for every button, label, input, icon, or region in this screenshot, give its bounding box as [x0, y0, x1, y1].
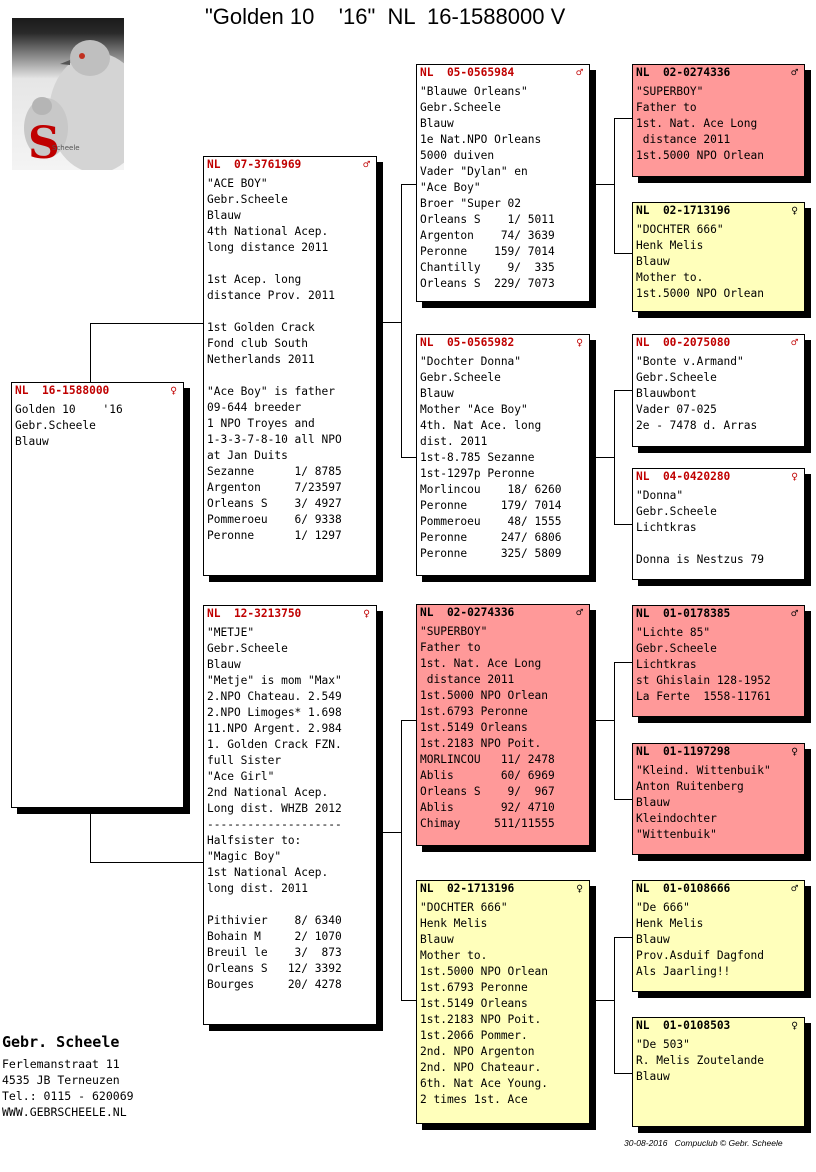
pedigree-line: 1st.6793 Peronne [420, 981, 528, 994]
ring-number: NL 05-0565982 [420, 336, 515, 349]
pedigree-line: 11.NPO Argent. 2.984 [207, 722, 342, 735]
pedigree-line: Gebr.Scheele [207, 193, 288, 206]
pedigree-line: 09-644 breeder [207, 401, 302, 414]
pedigree-line: Pommeroeu 48/ 1555 [420, 515, 562, 528]
pedigree-line: 1 NPO Troyes and [207, 417, 315, 430]
pedigree-line: 1st.5149 Orleans [420, 721, 528, 734]
pedigree-line: Anton Ruitenberg [636, 780, 744, 793]
pedigree-line: Orleans S 229/ 7073 [420, 277, 555, 290]
page-title: "Golden 10 '16" NL 16-1588000 V [205, 4, 566, 29]
svg-text:S: S [28, 118, 60, 169]
pedigree-line: Peronne 325/ 5809 [420, 547, 562, 560]
pedigree-line: Gebr.Scheele [207, 642, 288, 655]
breeder-name: Gebr. Scheele [2, 1033, 120, 1051]
card-sire-dam [416, 334, 590, 576]
pedigree-line: 1st.5149 Orleans [420, 997, 528, 1010]
female-icon: ♀ [791, 470, 798, 483]
pedigree-line: 2nd. NPO Argenton [420, 1045, 535, 1058]
pedigree-line: 2.NPO Limoges* 1.698 [207, 706, 342, 719]
ring-number: NL 16-1588000 [15, 384, 110, 397]
ring-number: NL 12-3213750 [207, 607, 302, 620]
pedigree-line: "Dochter Donna" [420, 355, 522, 368]
pedigree-line: "Ace Boy" [420, 181, 481, 194]
ring-number: NL 01-0178385 [636, 607, 731, 620]
male-icon: ♂ [791, 607, 798, 620]
female-icon: ♀ [576, 336, 583, 349]
pedigree-line: 1st.5000 NPO Orlean [636, 287, 764, 300]
pedigree-line: "ACE BOY" [207, 177, 268, 190]
card-dam-sire [416, 604, 590, 846]
pedigree-line: 2nd National Acep. [207, 786, 329, 799]
pedigree-line: 1st.2066 Pommer. [420, 1029, 528, 1042]
pedigree-line: Chimay 511/11555 [420, 817, 555, 830]
pedigree-line: Vader "Dylan" en [420, 165, 528, 178]
card-dam-dam [416, 880, 590, 1124]
pedigree-line: Argenton 7/23597 [207, 481, 342, 494]
pedigree-line: Als Jaarling!! [636, 965, 731, 978]
breeder-city: 4535 JB Terneuzen [2, 1073, 120, 1087]
pedigree-line: 2.NPO Chateau. 2.549 [207, 690, 342, 703]
pedigree-line: 1st-1297p Peronne [420, 467, 535, 480]
pedigree-line: 1. Golden Crack FZN. [207, 738, 342, 751]
connector-sire-parents [377, 322, 402, 323]
pedigree-line: Orleans S 12/ 3392 [207, 962, 342, 975]
pedigree-line: Gebr.Scheele [420, 101, 501, 114]
pedigree-line: Henk Melis [636, 239, 704, 252]
female-icon: ♀ [576, 882, 583, 895]
pigeon-logo-icon [12, 18, 124, 170]
pedigree-line: "Donna" [636, 489, 684, 502]
female-icon: ♀ [791, 745, 798, 758]
male-icon: ♂ [791, 66, 798, 79]
pedigree-line: Fond club South [207, 337, 309, 350]
male-icon: ♂ [791, 336, 798, 349]
pedigree-line: "SUPERBOY" [420, 625, 488, 638]
ring-number: NL 02-0274336 [420, 606, 515, 619]
pedigree-line: distance 2011 [636, 133, 731, 146]
breeder-address [2, 1034, 134, 1120]
card-sss [632, 64, 805, 177]
pedigree-line: Orleans S 9/ 967 [420, 785, 555, 798]
pedigree-line: "De 503" [636, 1038, 690, 1051]
pedigree-line: Peronne 247/ 6806 [420, 531, 562, 544]
pedigree-line: Henk Melis [420, 917, 488, 930]
connector-subject-dam [90, 808, 91, 863]
connector-dam-parents [377, 832, 402, 833]
pedigree-line [636, 536, 801, 552]
pedigree-line: Gebr.Scheele [636, 371, 717, 384]
pedigree-line: "Lichte 85" [636, 626, 711, 639]
ring-number: NL 07-3761969 [207, 158, 302, 171]
male-icon: ♂ [791, 882, 798, 895]
pedigree-line: Blauw [420, 387, 454, 400]
pedigree-line: Morlincou 18/ 6260 [420, 483, 562, 496]
pedigree-line: Blauwbont [636, 387, 697, 400]
pedigree-line: Gebr.Scheele [636, 642, 717, 655]
pedigree-line: "Ace Boy" is father [207, 385, 335, 398]
pedigree-line: R. Melis Zoutelande [636, 1054, 764, 1067]
pedigree-line: "Kleind. Wittenbuik" [636, 764, 771, 777]
pedigree-line: Father to [636, 101, 697, 114]
breeder-website[interactable]: WWW.GEBRSCHEELE.NL [2, 1105, 127, 1119]
pedigree-line: 1st National Acep. [207, 866, 329, 879]
ring-number: NL 00-2075080 [636, 336, 731, 349]
pedigree-line: Chantilly 9/ 335 [420, 261, 555, 274]
pedigree-line: Prov.Asduif Dagfond [636, 949, 764, 962]
pedigree-line: Pithivier 8/ 6340 [207, 914, 342, 927]
pedigree-line: at Jan Duits [207, 449, 288, 462]
pedigree-line: "Bonte v.Armand" [636, 355, 744, 368]
pedigree-line: Gebr.Scheele [15, 419, 96, 432]
card-sdd [632, 468, 805, 580]
card-ssd [632, 202, 805, 312]
ring-number: NL 05-0565984 [420, 66, 515, 79]
pedigree-line: Lichtkras [636, 658, 697, 671]
pedigree-line: dist. 2011 [420, 435, 488, 448]
card-dam [203, 605, 377, 1025]
pedigree-line: MORLINCOU 11/ 2478 [420, 753, 555, 766]
pedigree-line: Mother to. [636, 271, 704, 284]
pedigree-line: distance Prov. 2011 [207, 289, 335, 302]
pedigree-line: Bourges 20/ 4278 [207, 978, 342, 991]
pedigree-line: 1st.2183 NPO Poit. [420, 737, 542, 750]
pedigree-line: 5000 duiven [420, 149, 495, 162]
pedigree-line: distance 2011 [420, 673, 515, 686]
pedigree-line: 4th. Nat Ace. long [420, 419, 542, 432]
pedigree-line: "Metje" is mom "Max" [207, 674, 342, 687]
pedigree-line: Blauw [636, 796, 670, 809]
pedigree-line: Gebr.Scheele [420, 371, 501, 384]
pedigree-line: 1st. Nat. Ace Long [420, 657, 542, 670]
pedigree-line: Pommeroeu 6/ 9338 [207, 513, 342, 526]
ring-number: NL 02-1713196 [636, 204, 731, 217]
pedigree-line: Blauw [636, 933, 670, 946]
pedigree-line: Vader 07-025 [636, 403, 717, 416]
card-subject [11, 382, 184, 808]
pedigree-line: "SUPERBOY" [636, 85, 704, 98]
pedigree-line: Mother to. [420, 949, 488, 962]
pedigree-line: long dist. 2011 [207, 882, 309, 895]
pedigree-line: -------------------- [207, 818, 342, 831]
ring-number: NL 04-0420280 [636, 470, 731, 483]
male-icon: ♂ [576, 66, 583, 79]
female-icon: ♀ [363, 607, 370, 620]
card-ddd [632, 1017, 805, 1127]
pedigree-line: full Sister [207, 754, 282, 767]
male-icon: ♂ [363, 158, 370, 171]
pedigree-line [207, 897, 373, 913]
pedigree-line: Long dist. WHZB 2012 [207, 802, 342, 815]
pedigree-line: Halfsister to: [207, 834, 302, 847]
pedigree-line: long distance 2011 [207, 241, 329, 254]
pedigree-line: Blauw [420, 933, 454, 946]
pedigree-line: 1st.2183 NPO Poit. [420, 1013, 542, 1026]
pedigree-line: Golden 10 '16 [15, 403, 123, 416]
pedigree-line: "DOCHTER 666" [636, 223, 724, 236]
ring-number: NL 01-0108503 [636, 1019, 731, 1032]
pedigree-line: "Ace Girl" [207, 770, 275, 783]
ring-number: NL 01-0108666 [636, 882, 731, 895]
pedigree-line: Orleans S 3/ 4927 [207, 497, 342, 510]
card-dds [632, 880, 805, 992]
pedigree-line: 1-3-3-7-8-10 all NPO [207, 433, 342, 446]
pedigree-line [207, 368, 373, 384]
pedigree-line: Blauw [636, 1070, 670, 1083]
connector-subject-sire [90, 323, 91, 383]
female-icon: ♀ [791, 1019, 798, 1032]
pedigree-line: Gebr.Scheele [636, 505, 717, 518]
pedigree-line: Sezanne 1/ 8785 [207, 465, 342, 478]
card-sire [203, 156, 377, 576]
pedigree-line: Argenton 74/ 3639 [420, 229, 555, 242]
pedigree-line: "DOCHTER 666" [420, 901, 508, 914]
pedigree-line: Breuil le 3/ 873 [207, 946, 342, 959]
pedigree-line: Peronne 179/ 7014 [420, 499, 562, 512]
female-icon: ♀ [791, 204, 798, 217]
pedigree-line: 4th National Acep. [207, 225, 329, 238]
pedigree-line: "METJE" [207, 626, 255, 639]
pedigree-line: Ablis 60/ 6969 [420, 769, 555, 782]
pedigree-line: 1st.5000 NPO Orlean [420, 689, 548, 702]
pedigree-line: Peronne 1/ 1297 [207, 529, 342, 542]
svg-text:Scheele: Scheele [52, 144, 80, 152]
pedigree-line: 1st Acep. long [207, 273, 302, 286]
pedigree-line: Blauw [636, 255, 670, 268]
pedigree-line: "Wittenbuik" [636, 828, 717, 841]
pedigree-line: "Blauwe Orleans" [420, 85, 528, 98]
pedigree-line: Mother "Ace Boy" [420, 403, 528, 416]
pedigree-line: 1st Golden Crack [207, 321, 315, 334]
pedigree-line: 2e - 7478 d. Arras [636, 419, 758, 432]
footer-credit: 30-08-2016 Compuclub © Gebr. Scheele [624, 1138, 783, 1148]
ring-number: NL 01-1197298 [636, 745, 731, 758]
male-icon: ♂ [576, 606, 583, 619]
pedigree-line: 1st. Nat. Ace Long [636, 117, 758, 130]
card-sds [632, 334, 805, 447]
pedigree-line: Henk Melis [636, 917, 704, 930]
ring-number: NL 02-1713196 [420, 882, 515, 895]
pedigree-line: Orleans S 1/ 5011 [420, 213, 555, 226]
pedigree-line: "Magic Boy" [207, 850, 282, 863]
card-dss [632, 605, 805, 717]
pedigree-line: st Ghislain 128-1952 [636, 674, 771, 687]
pedigree-line: La Ferte 1558-11761 [636, 690, 771, 703]
pedigree-line: Kleindochter [636, 812, 717, 825]
card-sire-sire [416, 64, 590, 302]
card-dsd [632, 743, 805, 855]
pedigree-line: Blauw [15, 435, 49, 448]
pedigree-line: Broer "Super 02 [420, 197, 522, 210]
pedigree-line: Lichtkras [636, 521, 697, 534]
breeder-street: Ferlemanstraat 11 [2, 1057, 120, 1071]
breeder-phone: Tel.: 0115 - 620069 [2, 1089, 134, 1103]
pedigree-line [207, 304, 373, 320]
pedigree-line: Peronne 159/ 7014 [420, 245, 555, 258]
pedigree-line: 1st.5000 NPO Orlean [420, 965, 548, 978]
scheele-logo [12, 18, 124, 170]
pedigree-line: 2nd. NPO Chateaur. [420, 1061, 542, 1074]
pedigree-line: Donna is Nestzus 79 [636, 553, 764, 566]
pedigree-line: 1st.6793 Peronne [420, 705, 528, 718]
pedigree-line: 6th. Nat Ace Young. [420, 1077, 548, 1090]
pedigree-line: 1st.5000 NPO Orlean [636, 149, 764, 162]
pedigree-line: Ablis 92/ 4710 [420, 801, 555, 814]
pedigree-line: Blauw [207, 658, 241, 671]
pedigree-line: Father to [420, 641, 481, 654]
pedigree-line: "De 666" [636, 901, 690, 914]
pedigree-line: Bohain M 2/ 1070 [207, 930, 342, 943]
pedigree-line: 1e Nat.NPO Orleans [420, 133, 542, 146]
female-icon: ♀ [170, 384, 177, 397]
pedigree-line [207, 256, 373, 272]
pedigree-line: Netherlands 2011 [207, 353, 315, 366]
pedigree-line: Blauw [420, 117, 454, 130]
pedigree-line: 1st-8.785 Sezanne [420, 451, 535, 464]
pedigree-line: Blauw [207, 209, 241, 222]
pedigree-line: 2 times 1st. Ace [420, 1093, 528, 1106]
ring-number: NL 02-0274336 [636, 66, 731, 79]
